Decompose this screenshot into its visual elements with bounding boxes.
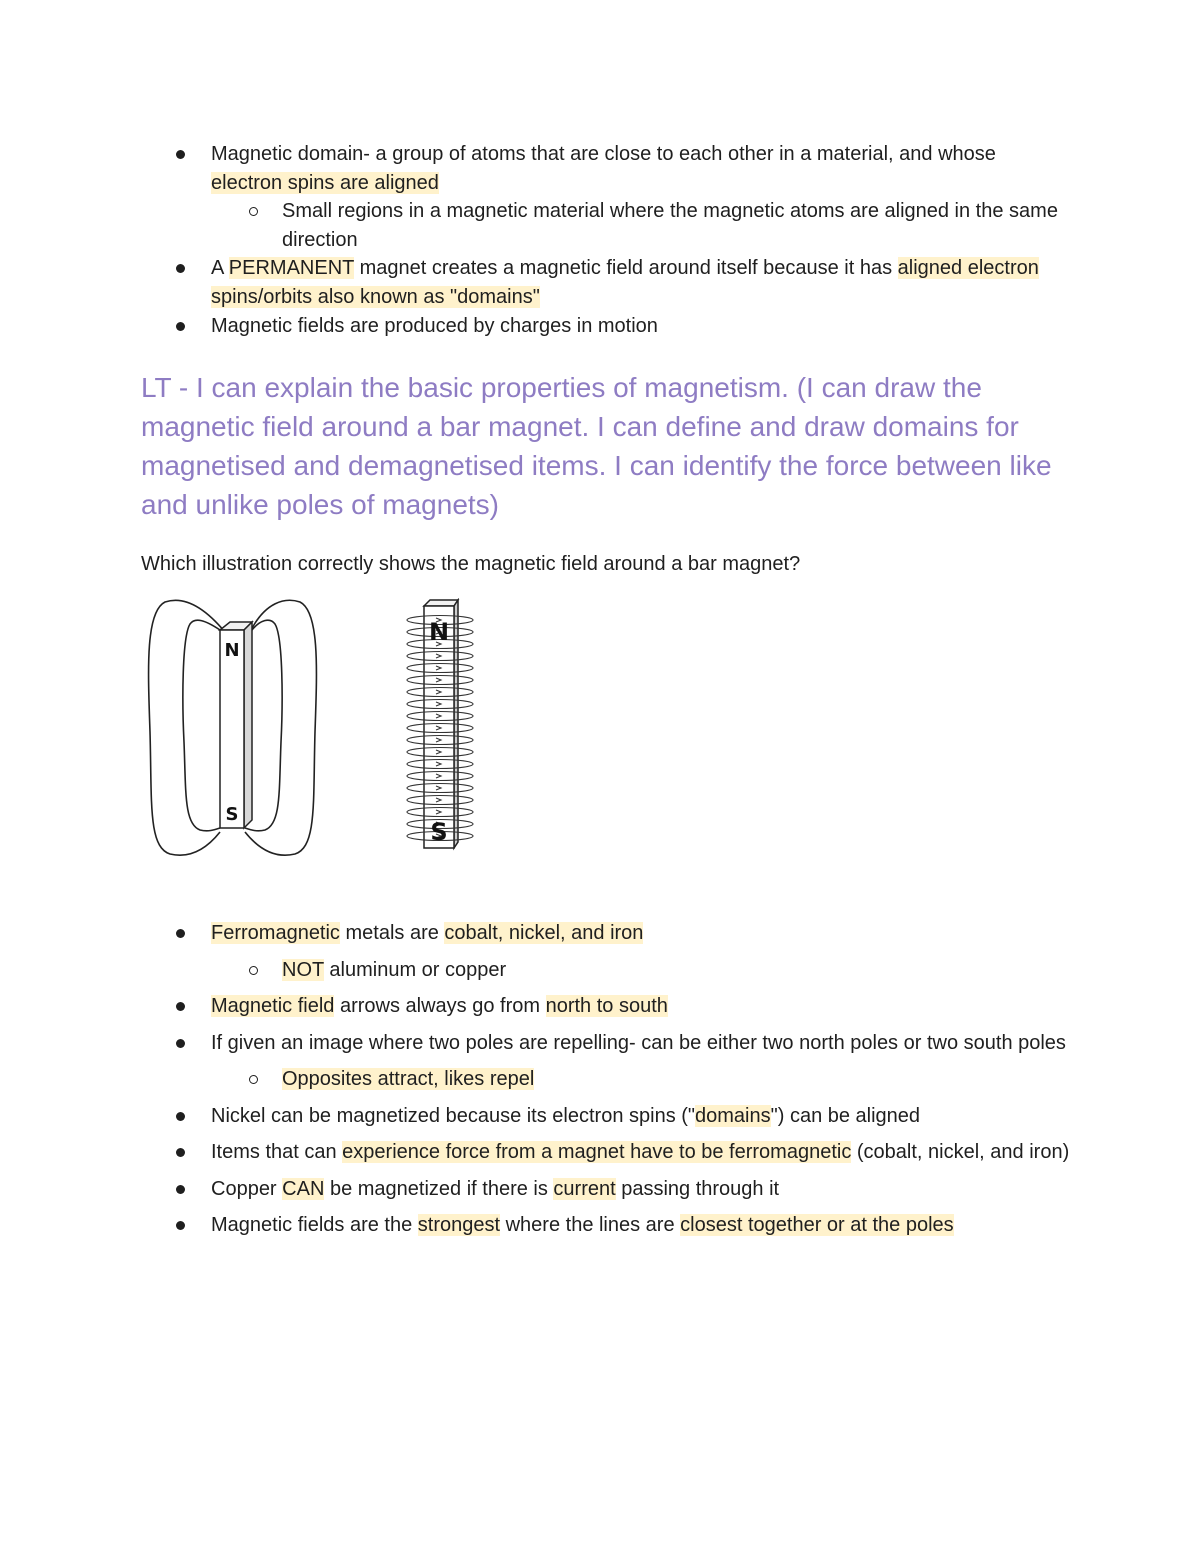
highlighted-text: north to south — [545, 995, 668, 1017]
highlighted-text: electron spins are aligned — [211, 171, 439, 194]
bullet-icon — [176, 1221, 185, 1230]
highlighted-text: CAN — [282, 1177, 325, 1200]
definitions-list — [0, 140, 1070, 340]
bullet-icon — [176, 322, 185, 331]
list-item — [0, 1134, 1070, 1171]
highlighted-text: Magnetic field — [211, 995, 335, 1017]
list-item-text — [211, 140, 1070, 197]
hollow-bullet-icon — [249, 966, 258, 975]
text-run: A — [211, 257, 229, 280]
facts-list — [0, 915, 1070, 1244]
highlighted-text: aligned electron spins/orbits also known as "domains" — [211, 257, 1039, 308]
highlighted-text: experience force from a magnet have to be ferromagnetic — [342, 1141, 852, 1163]
list-item-text — [211, 915, 1070, 952]
bullet-icon — [176, 1148, 185, 1157]
highlighted-text: Ferromagnetic — [211, 922, 340, 944]
list-item-text — [211, 988, 1070, 1025]
text-run: (cobalt, nickel, and iron) — [851, 1141, 1070, 1163]
sub-list-item — [0, 197, 1070, 254]
text-run: arrows always go from — [334, 995, 546, 1017]
text-run: Items that can — [211, 1141, 343, 1163]
list-item — [0, 915, 1070, 952]
text-run: metals are — [339, 922, 445, 944]
sub-list-item — [0, 1061, 1070, 1098]
north-pole-label: N — [224, 640, 240, 661]
highlighted-text: closest together or at the poles — [680, 1214, 954, 1236]
highlighted-text: Opposites attract, likes repel — [282, 1068, 535, 1090]
south-pole-label: S — [225, 804, 239, 825]
bullet-icon — [176, 1185, 185, 1194]
list-item-text: If given an image where two poles are repelling- can be either two north poles or two south poles — [211, 1031, 1066, 1054]
highlighted-text: cobalt, nickel, and iron — [444, 922, 644, 944]
list-item — [0, 1098, 1070, 1135]
list-item-text — [211, 1098, 1070, 1135]
bullet-icon — [176, 150, 185, 159]
list-item-text — [211, 1207, 1070, 1244]
list-item — [0, 254, 1070, 311]
list-item — [0, 1025, 1070, 1062]
list-item-text — [211, 1171, 1070, 1208]
text-run: Magnetic domain- a group of atoms that are close to each other in a material, and whose — [211, 143, 996, 165]
text-run: aluminum or copper — [323, 958, 507, 981]
list-item — [0, 988, 1070, 1025]
bullet-icon — [176, 1039, 185, 1048]
highlighted-text: domains — [695, 1104, 771, 1127]
text-run: ") can be aligned — [770, 1104, 921, 1127]
list-item-text: Magnetic fields are produced by charges in motion — [211, 314, 658, 337]
south-pole-label: S — [430, 818, 448, 846]
bullet-icon — [176, 264, 185, 273]
north-pole-label: N — [428, 618, 450, 646]
bullet-icon — [176, 1002, 185, 1011]
list-item — [0, 1171, 1070, 1208]
list-item — [0, 140, 1070, 197]
text-run: where the lines are — [500, 1214, 681, 1236]
bullet-icon — [176, 1112, 185, 1121]
bar-magnet-circular-field-figure — [400, 598, 490, 858]
highlighted-text: PERMANENT — [228, 257, 355, 280]
text-run: passing through it — [615, 1177, 780, 1200]
list-item-text — [282, 1061, 1070, 1098]
highlighted-text: current — [553, 1177, 616, 1200]
list-item-text — [211, 254, 1070, 311]
list-item-text: Small regions in a magnetic material where the magnetic atoms are aligned in the same direction — [282, 200, 1058, 251]
text-run: magnet creates a magnetic field around itself because it has — [354, 257, 898, 280]
text-run: Magnetic fields are the — [211, 1214, 418, 1236]
bar-magnet-field-loops-figure — [140, 592, 325, 862]
hollow-bullet-icon — [249, 207, 258, 216]
text-run: Nickel can be magnetized because its electron spins (" — [211, 1104, 696, 1127]
hollow-bullet-icon — [249, 1075, 258, 1084]
list-item-text — [211, 1134, 1070, 1171]
text-run: Copper — [211, 1177, 283, 1200]
text-run: be magnetized if there is — [324, 1177, 554, 1200]
list-item-text — [282, 952, 1070, 989]
question-text: Which illustration correctly shows the magnetic field around a bar magnet? — [141, 553, 801, 575]
highlighted-text: strongest — [417, 1214, 501, 1236]
highlighted-text: NOT — [282, 958, 324, 981]
sub-list-item — [0, 952, 1070, 989]
list-item — [0, 312, 1070, 341]
learning-target-heading: LT - I can explain the basic properties of magnetism. (I can draw the magnetic field around a bar magnet. I can define and draw domains for magnetised and demagnetised items. I can identify the force between like and unlike poles of magnets) — [141, 372, 1052, 520]
bullet-icon — [176, 929, 185, 938]
list-item — [0, 1207, 1070, 1244]
